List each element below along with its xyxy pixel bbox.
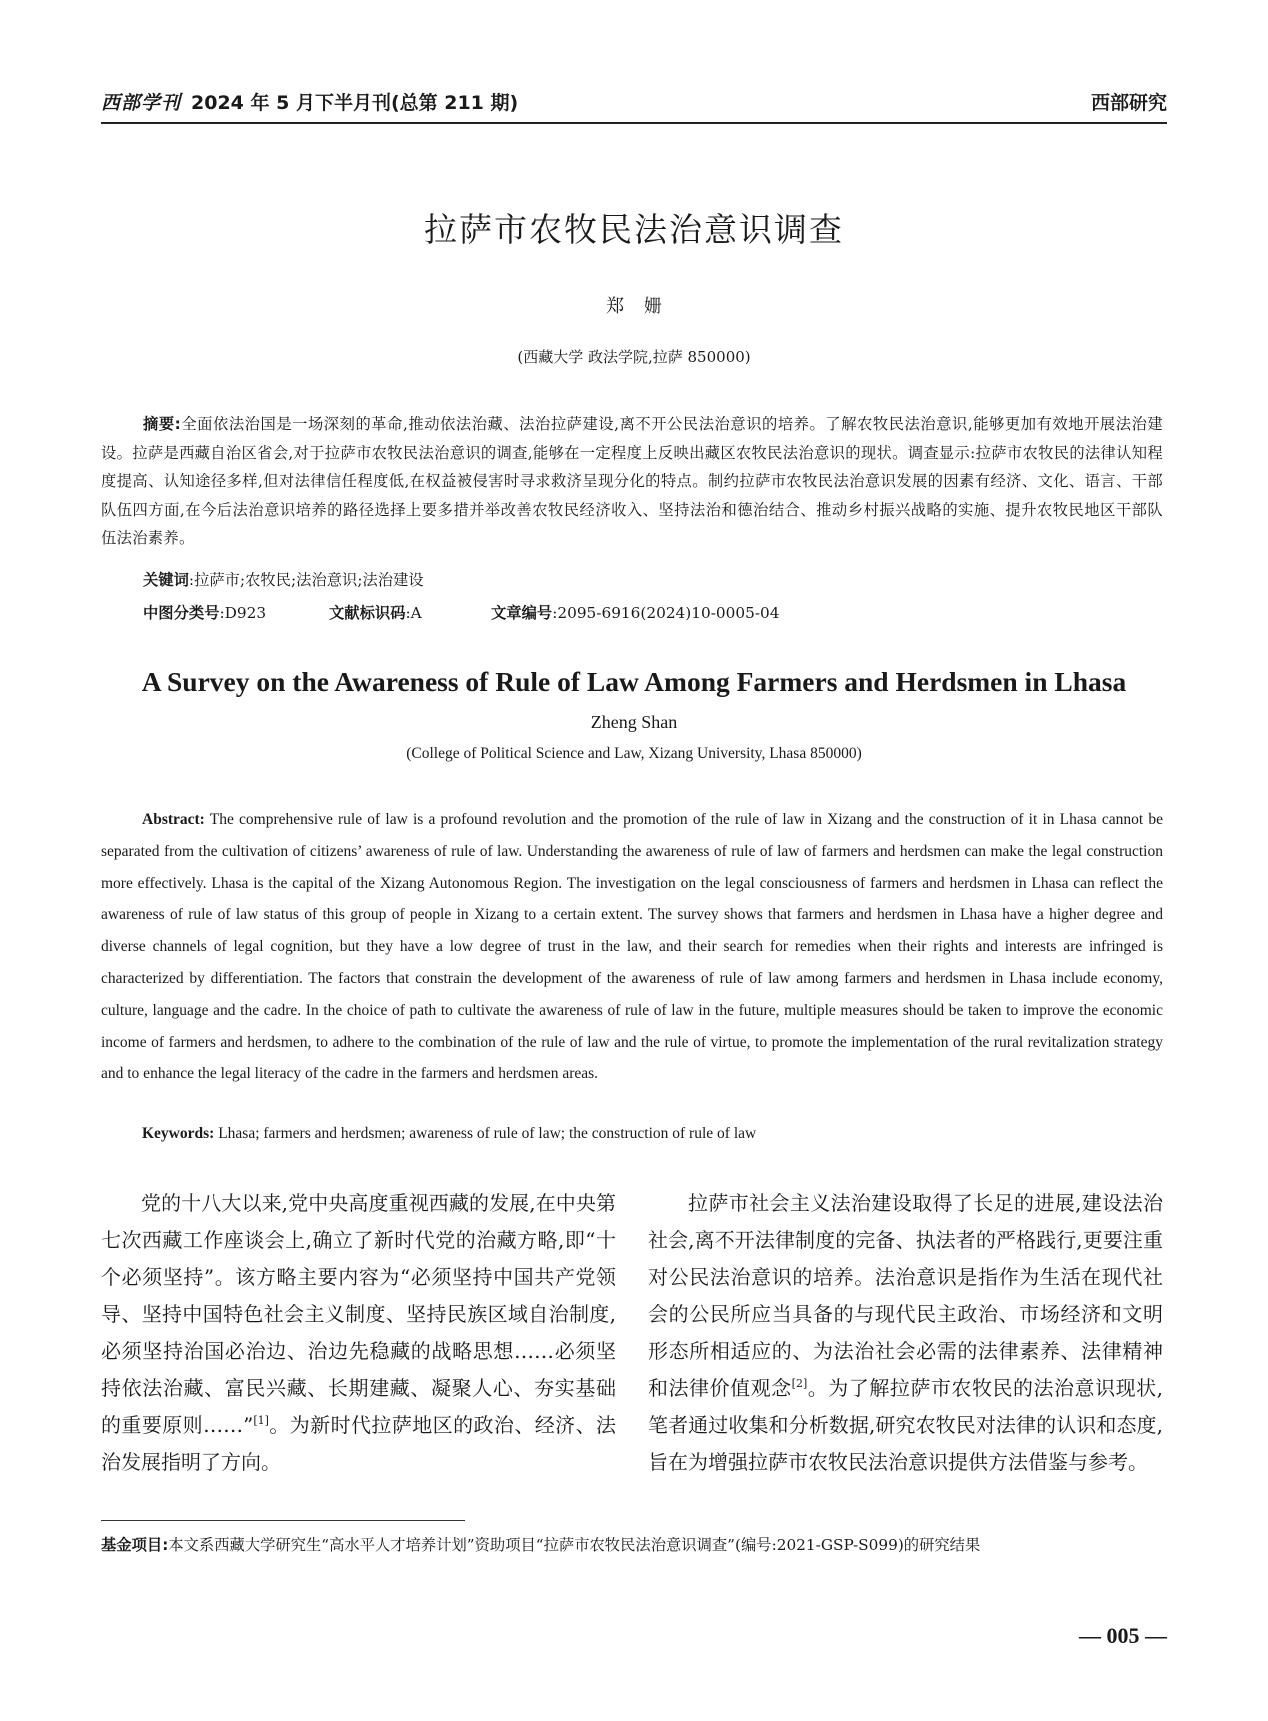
author-name-cn: 郑 姗 xyxy=(606,296,662,317)
body-column-left: 党的十八大以来,党中央高度重视西藏的发展,在中央第七次西藏工作座谈会上,确立了新时代党的治藏方略,即“十个必须坚持”。该方略主要内容为“必须坚持中国共产党领导、坚持中国特色社会主义制度、坚持民族区域自治制度,必须坚持治国必治边、治边先稳藏的战略思想……必须坚持依法治藏、富民兴藏、长期建藏、凝聚人心、夯实基础的重要原则……”[1]。为新时代拉萨地区的政治、经济、法治发展指明了方向。 xyxy=(101,1191,616,1474)
citation-ref: [2] xyxy=(791,1377,808,1390)
section-name: 西部研究 xyxy=(1090,92,1167,114)
keywords-cn-text: 拉萨市;农牧民;法治意识;法治建设 xyxy=(194,571,424,589)
keywords-en-label: Keywords: xyxy=(142,1125,215,1142)
keywords-en-text: Lhasa; farmers and herdsmen; awareness of rule of law; the construction of rule of law xyxy=(218,1125,757,1142)
journal-logo: 西部学刊 xyxy=(101,92,182,114)
abstract-en-text: The comprehensive rule of law is a profound revolution and the promotion of the rule of law in Xizang and the construction of it in Lhasa cannot be separated from the cultivation of citizens’ awareness of rule of law. Understanding the awareness of rule of law of farmers and herdsmen can make the legal construction more effectively. Lhasa is the capital of the Xizang Autonomous Region. The investigation on the legal consciousness of farmers and herdsmen in Lhasa can reflect the awareness of rule of law status of this group of people in Xizang to a certain extent. The survey shows that farmers and herdsmen in Lhasa have a higher degree and diverse channels of legal cognition, but they have a low degree of trust in the law, and their search for remedies when their rights and interests are infringed is characterized by differentiation. The factors that constrain the development of the awareness of rule of law among farmers and herdsmen in Lhasa include economy, culture, language and the cadre. In the choice of path to cultivate the awareness of rule of law in the future, multiple measures should be taken to improve the economic income of farmers and herdsmen, to adhere to the combination of the rule of law and the rule of virtue, to promote the implementation of the rural revitalization strategy and to enhance the legal literacy of the cadre in the farmers and herdsmen areas. xyxy=(101,811,1163,1083)
citation-ref: [1] xyxy=(253,1414,269,1427)
funding-footnote: 基金项目:本文系西藏大学研究生“高水平人才培养计划”资助项目“拉萨市农牧民法治意识调查”(编号:2021-GSP-S099)的研究结果 xyxy=(101,1536,981,1554)
article-title-en: A Survey on the Awareness of Rule of Law Among Farmers and Herdsmen in Lhasa xyxy=(141,666,1127,697)
footnote-divider xyxy=(101,1520,465,1521)
affiliation-cn: (西藏大学 政法学院,拉萨 850000) xyxy=(517,348,751,366)
body-right-text: 拉萨市社会主义法治建设取得了长足的进展,建设法治社会,离不开法律制度的完备、执法者的严格践行,更要注重对公民法治意识的培养。法治意识是指作为生活在现代社会的公民所应当具备的与现代民主政治、市场经济和文明形态所相适应的、为法治社会必需的法律素养、法律精神和法律价值观念 xyxy=(648,1191,1163,1400)
abstract-cn-text: 全面依法治国是一场深刻的革命,推动依法治藏、法治拉萨建设,离不开公民法治意识的培养。了解农牧民法治意识,能够更加有效地开展法治建设。拉萨是西藏自治区省会,对于拉萨市农牧民法治意识的调查,能够在一定程度上反映出藏区农牧民法治意识的现状。调查显示:拉萨市农牧民的法律认知程度提高、认知途径多样,但对法律信任程度低,在权益被侵害时寻求救济呈现分化的特点。制约拉萨市农牧民法治意识发展的因素有经济、文化、语言、干部队伍四方面,在今后法治意识培养的路径选择上要多措并举改善农牧民经济收入、坚持法治和德治结合、推动乡村振兴战略的实施、提升农牧民地区干部队伍法治素养。 xyxy=(101,415,1163,547)
footnote-label: 基金项目 xyxy=(101,1536,163,1554)
keywords-cn-label: 关键词 xyxy=(143,571,189,589)
body-left-text: 党的十八大以来,党中央高度重视西藏的发展,在中央第七次西藏工作座谈会上,确立了新时代党的治藏方略,即“十个必须坚持”。该方略主要内容为“必须坚持中国共产党领导、坚持中国特色社会主义制度、坚持民族区域自治制度,必须坚持治国必治边、治边先稳藏的战略思想……必须坚持依法治藏、富民兴藏、长期建藏、凝聚人心、夯实基础的重要原则……” xyxy=(101,1191,616,1437)
page-number: — 005 — xyxy=(1079,1623,1167,1648)
classification-info xyxy=(143,601,1043,625)
article-number: 文章编号:2095-6916(2024)10-0005-04 xyxy=(491,604,780,622)
clc-number: 中图分类号:D923 xyxy=(143,604,267,622)
abstract-en-label: Abstract: xyxy=(142,811,205,828)
running-header xyxy=(101,86,1167,124)
keywords-en xyxy=(142,1125,756,1143)
issue-info: 2024 年 5 月下半月刊(总第 211 期) xyxy=(191,92,519,114)
keywords-cn: 关键词:拉萨市;农牧民;法治意识;法治建设 xyxy=(143,571,424,589)
document-code: 文献标识码:A xyxy=(329,604,422,622)
body-column-right: 拉萨市社会主义法治建设取得了长足的进展,建设法治社会,离不开法律制度的完备、执法者的严格践行,更要注重对公民法治意识的培养。法治意识是指作为生活在现代社会的公民所应当具备的与现代民主政治、市场经济和文明形态所相适应的、为法治社会必需的法律素养、法律精神和法律价值观念[2]。为了解拉萨市农牧民的法治意识现状,笔者通过收集和分析数据,研究农牧民对法律的认识和态度,旨在为增强拉萨市农牧民法治意识提供方法借鉴与参考。 xyxy=(648,1191,1164,1474)
article-title-cn: 拉萨市农牧民法治意识调查 xyxy=(424,210,844,249)
footnote-text: 本文系西藏大学研究生“高水平人才培养计划”资助项目“拉萨市农牧民法治意识调查”(编号:2021-GSP-S099)的研究结果 xyxy=(168,1536,981,1554)
author-name-en: Zheng Shan xyxy=(590,712,678,732)
affiliation-en: (College of Political Science and Law, Xizang University, Lhasa 850000) xyxy=(406,745,862,762)
abstract-en xyxy=(101,804,1163,1090)
abstract-cn: 摘要:全面依法治国是一场深刻的革命,推动依法治藏、法治拉萨建设,离不开公民法治意识的培养。了解农牧民法治意识,能够更加有效地开展法治建设。拉萨是西藏自治区省会,对于拉萨市农牧民法治意识的调查,能够在一定程度上反映出藏区农牧民法治意识的现状。调查显示:拉萨市农牧民的法律认知程度提高、认知途径多样,但对法律信任程度低,在权益被侵害时寻求救济呈现分化的特点。制约拉萨市农牧民法治意识发展的因素有经济、文化、语言、干部队伍四方面,在今后法治意识培养的路径选择上要多措并举改善农牧民经济收入、坚持法治和德治结合、推动乡村振兴战略的实施、提升农牧民地区干部队伍法治素养。 xyxy=(101,415,1163,547)
abstract-cn-label: 摘要 xyxy=(143,415,175,433)
